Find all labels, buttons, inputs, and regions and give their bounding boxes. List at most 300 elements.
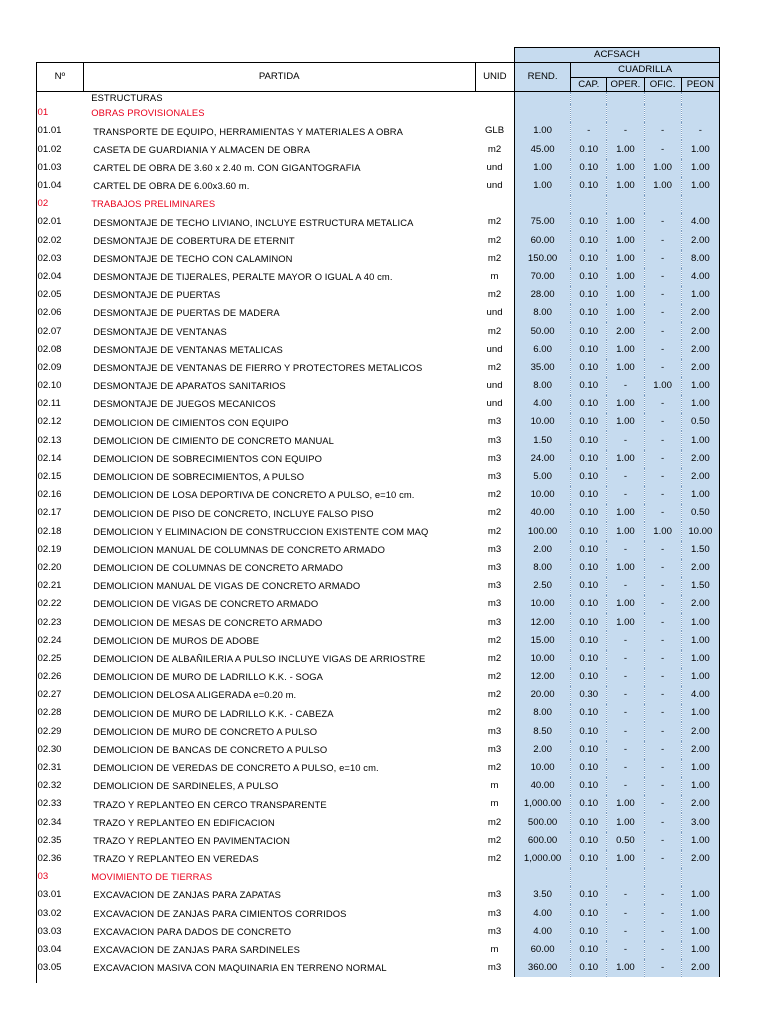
row-ofic: - xyxy=(644,832,681,850)
row-ofic: 1.00 xyxy=(644,159,681,177)
row-ofic xyxy=(644,92,681,105)
row-rend: 1.00 xyxy=(514,122,570,140)
row-peon: 10.00 xyxy=(681,522,719,540)
row-oper: 1.00 xyxy=(607,504,644,522)
row-oper: - xyxy=(607,759,644,777)
row-number: 03 xyxy=(37,871,49,883)
row-number: 03.02 xyxy=(37,907,62,919)
row-unid: m3 xyxy=(487,543,502,555)
row-rend: 15.00 xyxy=(514,631,570,649)
row-rend: 45.00 xyxy=(514,140,570,158)
header-cap: CAP. xyxy=(571,78,607,92)
table-row xyxy=(37,759,720,777)
row-cap: 0.10 xyxy=(571,741,607,759)
blank-cell xyxy=(475,48,514,63)
row-cap: 0.10 xyxy=(571,140,607,158)
row-ofic: - xyxy=(644,559,681,577)
table-row xyxy=(37,631,720,649)
row-oper: - xyxy=(607,741,644,759)
row-rend: 3.50 xyxy=(514,886,570,904)
table-row xyxy=(37,795,720,813)
row-peon: 2.00 xyxy=(681,959,719,977)
row-unid: m3 xyxy=(487,725,502,737)
row-partida: TRAZO Y REPLANTEO EN EDIFICACION xyxy=(93,816,275,828)
blank-cell xyxy=(37,48,84,63)
row-peon: 0.50 xyxy=(681,413,719,431)
table-row xyxy=(37,577,720,595)
row-peon: 1.00 xyxy=(681,159,719,177)
row-oper xyxy=(607,92,644,105)
row-oper: - xyxy=(607,777,644,795)
row-peon: 1.50 xyxy=(681,541,719,559)
row-rend: 2.00 xyxy=(514,541,570,559)
table-row xyxy=(37,450,720,468)
row-rend: 35.00 xyxy=(514,359,570,377)
row-peon: 2.00 xyxy=(681,741,719,759)
row-number: 02.21 xyxy=(37,580,62,592)
row-peon: 1.00 xyxy=(681,431,719,449)
row-oper: 1.00 xyxy=(607,850,644,868)
row-peon: 1.00 xyxy=(681,832,719,850)
row-unid: und xyxy=(486,398,503,410)
row-number: 03.04 xyxy=(37,943,62,955)
row-ofic: - xyxy=(644,886,681,904)
row-rend: 10.00 xyxy=(514,650,570,668)
row-unid xyxy=(475,868,514,886)
row-number: 02.03 xyxy=(37,252,62,264)
row-unid: und xyxy=(486,180,503,192)
row-rend: 2.50 xyxy=(514,577,570,595)
row-partida: DEMOLICION DE SARDINELES, A PULSO xyxy=(93,780,279,792)
row-unid: m2 xyxy=(487,652,502,664)
row-cap xyxy=(571,104,607,122)
table-row xyxy=(37,613,720,631)
row-partida: TRAZO Y REPLANTEO EN CERCO TRANSPARENTE xyxy=(93,798,327,810)
row-partida: CASETA DE GUARDIANIA Y ALMACEN DE OBRA xyxy=(93,143,311,155)
row-unid: und xyxy=(486,307,503,319)
row-oper: - xyxy=(607,904,644,922)
row-rend xyxy=(514,92,570,105)
row-number: 02.01 xyxy=(37,216,62,228)
table-row xyxy=(37,395,720,413)
row-cap: 0.10 xyxy=(571,722,607,740)
row-oper: - xyxy=(607,941,644,959)
row-oper: - xyxy=(607,486,644,504)
row-oper: - xyxy=(607,577,644,595)
row-unid: m xyxy=(490,943,499,955)
row-oper: - xyxy=(607,377,644,395)
row-number: 02.35 xyxy=(37,834,62,846)
row-oper: - xyxy=(607,704,644,722)
row-ofic: - xyxy=(644,250,681,268)
row-partida: CARTEL DE OBRA DE 6.00x3.60 m. xyxy=(93,180,250,192)
row-ofic: - xyxy=(644,813,681,831)
table-row xyxy=(37,413,720,431)
header-cuadrilla: CUADRILLA xyxy=(571,63,720,78)
table-row xyxy=(37,850,720,868)
row-ofic: 1.00 xyxy=(644,522,681,540)
row-number: 02.16 xyxy=(37,489,62,501)
table-row xyxy=(37,140,720,158)
row-rend: 4.00 xyxy=(514,904,570,922)
row-rend: 4.00 xyxy=(514,395,570,413)
blank-cell xyxy=(83,48,475,63)
row-cap: 0.10 xyxy=(571,413,607,431)
row-partida: DEMOLICION DE PISO DE CONCRETO, INCLUYE FALSO PISO xyxy=(93,507,374,519)
row-peon: 1.50 xyxy=(681,577,719,595)
header-group: ACFSACH xyxy=(514,48,719,63)
row-peon: 1.00 xyxy=(681,177,719,195)
row-partida: DEMOLICION DE VIGAS DE CONCRETO ARMADO xyxy=(93,598,319,610)
row-unid: und xyxy=(486,343,503,355)
row-rend: 1,000.00 xyxy=(514,795,570,813)
row-ofic: - xyxy=(644,231,681,249)
row-rend: 2.00 xyxy=(514,741,570,759)
row-cap: 0.10 xyxy=(571,813,607,831)
row-ofic: - xyxy=(644,759,681,777)
row-ofic: - xyxy=(644,686,681,704)
row-ofic: - xyxy=(644,941,681,959)
row-ofic: - xyxy=(644,431,681,449)
row-number: 02.24 xyxy=(37,634,62,646)
table-body xyxy=(37,92,720,978)
row-partida: DEMOLICION DE COLUMNAS DE CONCRETO ARMADO xyxy=(93,562,344,574)
row-rend: 1.00 xyxy=(514,177,570,195)
row-peon xyxy=(681,104,719,122)
row-cap: 0.10 xyxy=(571,541,607,559)
row-unid: m xyxy=(490,780,499,792)
row-partida: DESMONTAJE DE PUERTAS DE MADERA xyxy=(93,307,280,319)
row-ofic: - xyxy=(644,359,681,377)
table-row xyxy=(37,213,720,231)
header-oper: OPER. xyxy=(607,78,644,92)
row-oper: - xyxy=(607,668,644,686)
row-ofic: - xyxy=(644,650,681,668)
row-ofic: - xyxy=(644,340,681,358)
row-partida: DEMOLICION MANUAL DE VIGAS DE CONCRETO ARMADO xyxy=(93,580,361,592)
row-cap: 0.10 xyxy=(571,922,607,940)
row-oper: - xyxy=(607,686,644,704)
table-row xyxy=(37,741,720,759)
row-peon: 2.00 xyxy=(681,359,719,377)
row-oper: 1.00 xyxy=(607,595,644,613)
row-peon xyxy=(681,868,719,886)
row-peon: 4.00 xyxy=(681,213,719,231)
row-number: 02.17 xyxy=(37,507,62,519)
table-row xyxy=(37,668,720,686)
table-row xyxy=(37,559,720,577)
header-rend: REND. xyxy=(514,63,570,92)
header-unid: UNID xyxy=(475,63,514,92)
row-unid: m2 xyxy=(487,361,502,373)
row-number: 02.22 xyxy=(37,598,62,610)
row-unid: m3 xyxy=(487,561,502,573)
row-number: 02.12 xyxy=(37,416,62,428)
table-row xyxy=(37,650,720,668)
row-partida: DESMONTAJE DE TECHO CON CALAMINON xyxy=(93,252,293,264)
row-partida: DEMOLICION DE MURO DE LADRILLO K.K. - CABEZA xyxy=(93,707,334,719)
row-oper: - xyxy=(607,631,644,649)
row-cap: 0.10 xyxy=(571,850,607,868)
row-ofic: - xyxy=(644,795,681,813)
table-row xyxy=(37,832,720,850)
row-unid: und xyxy=(486,380,503,392)
row-partida: DESMONTAJE DE TIJERALES, PERALTE MAYOR O IGUAL A 40 cm. xyxy=(93,271,393,283)
row-rend: 6.00 xyxy=(514,340,570,358)
row-partida: ESTRUCTURAS xyxy=(91,92,163,104)
table-row xyxy=(37,686,720,704)
row-oper: - xyxy=(607,922,644,940)
row-number: 02.23 xyxy=(37,616,62,628)
row-cap: 0.10 xyxy=(571,450,607,468)
row-rend: 8.00 xyxy=(514,304,570,322)
row-oper xyxy=(607,104,644,122)
row-partida: DEMOLICION DELOSA ALIGERADA e=0.20 m. xyxy=(93,689,297,701)
row-unid: GLB xyxy=(484,125,505,137)
row-partida: MOVIMIENTO DE TIERRAS xyxy=(91,871,213,883)
row-rend: 1.00 xyxy=(514,159,570,177)
row-partida: DEMOLICION DE ALBAÑILERIA A PULSO INCLUYE VIGAS DE ARRIOSTRE xyxy=(93,653,426,665)
row-oper: - xyxy=(607,468,644,486)
row-number: 02.25 xyxy=(37,652,62,664)
row-oper xyxy=(607,195,644,213)
row-ofic: - xyxy=(644,541,681,559)
row-partida: DEMOLICION DE SOBRECIMIENTOS CON EQUIPO xyxy=(93,452,322,464)
row-cap xyxy=(571,195,607,213)
row-ofic: - xyxy=(644,777,681,795)
row-unid: m xyxy=(490,270,499,282)
row-unid: m xyxy=(490,798,499,810)
row-number: 02.31 xyxy=(37,762,62,774)
row-peon: 8.00 xyxy=(681,250,719,268)
row-cap: 0.10 xyxy=(571,268,607,286)
table-row xyxy=(37,304,720,322)
row-oper: 1.00 xyxy=(607,177,644,195)
row-rend: 50.00 xyxy=(514,322,570,340)
row-unid: m2 xyxy=(487,289,502,301)
row-number: 02.32 xyxy=(37,780,62,792)
header-partida: PARTIDA xyxy=(83,63,475,92)
table-row xyxy=(37,122,720,140)
row-oper: 1.00 xyxy=(607,959,644,977)
row-partida: DEMOLICION DE VEREDAS DE CONCRETO A PULSO, e=10 cm. xyxy=(93,762,379,774)
row-ofic: - xyxy=(644,140,681,158)
row-partida: DESMONTAJE DE VENTANAS xyxy=(93,325,227,337)
row-number xyxy=(37,92,84,105)
row-number: 02.10 xyxy=(37,380,62,392)
row-number: 02.08 xyxy=(37,343,62,355)
row-cap: 0.10 xyxy=(571,231,607,249)
row-number: 02.28 xyxy=(37,707,62,719)
row-cap: 0.10 xyxy=(571,668,607,686)
row-ofic xyxy=(644,195,681,213)
row-partida: DESMONTAJE DE VENTANAS DE FIERRO Y PROTECTORES METALICOS xyxy=(93,362,423,374)
row-peon xyxy=(681,92,719,105)
row-rend: 150.00 xyxy=(514,250,570,268)
row-cap: 0.10 xyxy=(571,504,607,522)
table-row xyxy=(37,286,720,304)
rendimientos-table xyxy=(36,47,720,977)
row-rend: 28.00 xyxy=(514,286,570,304)
row-number: 01.02 xyxy=(37,143,62,155)
row-peon: 2.00 xyxy=(681,795,719,813)
row-rend: 8.00 xyxy=(514,704,570,722)
row-oper: 1.00 xyxy=(607,795,644,813)
row-rend: 8.00 xyxy=(514,559,570,577)
row-oper: 1.00 xyxy=(607,140,644,158)
row-number: 02.05 xyxy=(37,289,62,301)
table-row xyxy=(37,177,720,195)
row-unid: m2 xyxy=(487,525,502,537)
row-cap: 0.10 xyxy=(571,631,607,649)
row-oper: 1.00 xyxy=(607,250,644,268)
table-row xyxy=(37,377,720,395)
row-unid: m3 xyxy=(487,907,502,919)
row-rend: 70.00 xyxy=(514,268,570,286)
row-cap: 0.10 xyxy=(571,650,607,668)
row-partida: DEMOLICION DE MURO DE CONCRETO A PULSO xyxy=(93,725,318,737)
row-unid: m2 xyxy=(487,852,502,864)
row-peon: 2.00 xyxy=(681,850,719,868)
row-number: 03.03 xyxy=(37,925,62,937)
row-oper xyxy=(607,868,644,886)
row-peon: 1.00 xyxy=(681,286,719,304)
table-row xyxy=(37,340,720,358)
row-peon: 1.00 xyxy=(681,704,719,722)
row-rend: 60.00 xyxy=(514,941,570,959)
row-cap: 0.10 xyxy=(571,286,607,304)
table-row xyxy=(37,595,720,613)
row-unid xyxy=(475,104,514,122)
row-number: 02.36 xyxy=(37,852,62,864)
header-num: Nº xyxy=(37,63,84,92)
row-peon: 2.00 xyxy=(681,340,719,358)
row-unid: m3 xyxy=(487,743,502,755)
row-peon: 4.00 xyxy=(681,268,719,286)
row-unid: m3 xyxy=(487,889,502,901)
row-cap: 0.10 xyxy=(571,941,607,959)
title-row xyxy=(37,92,720,105)
table-row xyxy=(37,941,720,959)
row-rend: 1.50 xyxy=(514,431,570,449)
row-unid: m3 xyxy=(487,471,502,483)
row-peon: 1.00 xyxy=(681,777,719,795)
row-cap: 0.10 xyxy=(571,304,607,322)
row-unid: m2 xyxy=(487,762,502,774)
row-unid: m3 xyxy=(487,598,502,610)
row-peon: 1.00 xyxy=(681,377,719,395)
row-rend: 24.00 xyxy=(514,450,570,468)
row-oper: 1.00 xyxy=(607,813,644,831)
table-row xyxy=(37,886,720,904)
row-cap: 0.10 xyxy=(571,177,607,195)
row-rend: 5.00 xyxy=(514,468,570,486)
row-unid: m2 xyxy=(487,689,502,701)
row-peon: 2.00 xyxy=(681,304,719,322)
table-row xyxy=(37,431,720,449)
row-cap: 0.10 xyxy=(571,213,607,231)
row-number: 02.09 xyxy=(37,361,62,373)
row-partida: DEMOLICION DE MURO DE LADRILLO K.K. - SOGA xyxy=(93,671,323,683)
row-number: 02.14 xyxy=(37,452,62,464)
table-row xyxy=(37,250,720,268)
header-peon: PEON xyxy=(681,78,719,92)
row-partida: DESMONTAJE DE VENTANAS METALICAS xyxy=(93,343,283,355)
row-unid: m2 xyxy=(487,816,502,828)
row-partida: DEMOLICION DE MUROS DE ADOBE xyxy=(93,634,260,646)
row-number: 01.01 xyxy=(37,125,62,137)
row-partida: EXCAVACION PARA DADOS DE CONCRETO xyxy=(93,925,292,937)
row-ofic: - xyxy=(644,922,681,940)
table-row xyxy=(37,722,720,740)
row-ofic: - xyxy=(644,322,681,340)
row-ofic: - xyxy=(644,122,681,140)
row-cap: 0.10 xyxy=(571,886,607,904)
row-oper: 1.00 xyxy=(607,522,644,540)
row-ofic: - xyxy=(644,704,681,722)
row-ofic: - xyxy=(644,395,681,413)
row-cap: 0.30 xyxy=(571,686,607,704)
row-oper: 1.00 xyxy=(607,286,644,304)
row-rend: 10.00 xyxy=(514,595,570,613)
row-partida: DESMONTAJE DE TECHO LIVIANO, INCLUYE ESTRUCTURA METALICA xyxy=(93,216,414,228)
row-oper: - xyxy=(607,541,644,559)
row-ofic: - xyxy=(644,577,681,595)
row-number: 03.05 xyxy=(37,962,62,974)
row-cap: 0.10 xyxy=(571,340,607,358)
row-number: 01 xyxy=(37,107,49,119)
row-oper: 0.50 xyxy=(607,832,644,850)
row-ofic: - xyxy=(644,450,681,468)
row-ofic: - xyxy=(644,850,681,868)
row-ofic: - xyxy=(644,504,681,522)
table-row xyxy=(37,777,720,795)
table-row xyxy=(37,468,720,486)
row-unid: und xyxy=(486,161,503,173)
row-unid: m3 xyxy=(487,416,502,428)
row-oper: - xyxy=(607,650,644,668)
row-peon: 2.00 xyxy=(681,722,719,740)
row-peon: - xyxy=(681,122,719,140)
row-rend: 12.00 xyxy=(514,668,570,686)
row-rend: 8.00 xyxy=(514,377,570,395)
row-number: 01.03 xyxy=(37,161,62,173)
table-row xyxy=(37,359,720,377)
row-rend: 8.50 xyxy=(514,722,570,740)
row-partida: DEMOLICION MANUAL DE COLUMNAS DE CONCRETO ARMADO xyxy=(93,543,386,555)
row-unid: m3 xyxy=(487,962,502,974)
row-unid: m2 xyxy=(487,234,502,246)
row-number: 02.19 xyxy=(37,543,62,555)
table-row xyxy=(37,486,720,504)
row-unid: m2 xyxy=(487,216,502,228)
row-ofic: - xyxy=(644,413,681,431)
row-peon: 1.00 xyxy=(681,668,719,686)
row-cap: 0.10 xyxy=(571,522,607,540)
row-peon: 1.00 xyxy=(681,140,719,158)
row-oper: 1.00 xyxy=(607,613,644,631)
row-ofic: - xyxy=(644,286,681,304)
row-ofic: 1.00 xyxy=(644,177,681,195)
table-row xyxy=(37,704,720,722)
row-partida: EXCAVACION DE ZANJAS PARA ZAPATAS xyxy=(93,889,281,901)
row-ofic: - xyxy=(644,595,681,613)
row-rend: 500.00 xyxy=(514,813,570,831)
row-partida: EXCAVACION DE ZANJAS PARA SARDINELES xyxy=(93,944,300,956)
row-peon xyxy=(681,195,719,213)
row-rend: 360.00 xyxy=(514,959,570,977)
table-row xyxy=(37,522,720,540)
